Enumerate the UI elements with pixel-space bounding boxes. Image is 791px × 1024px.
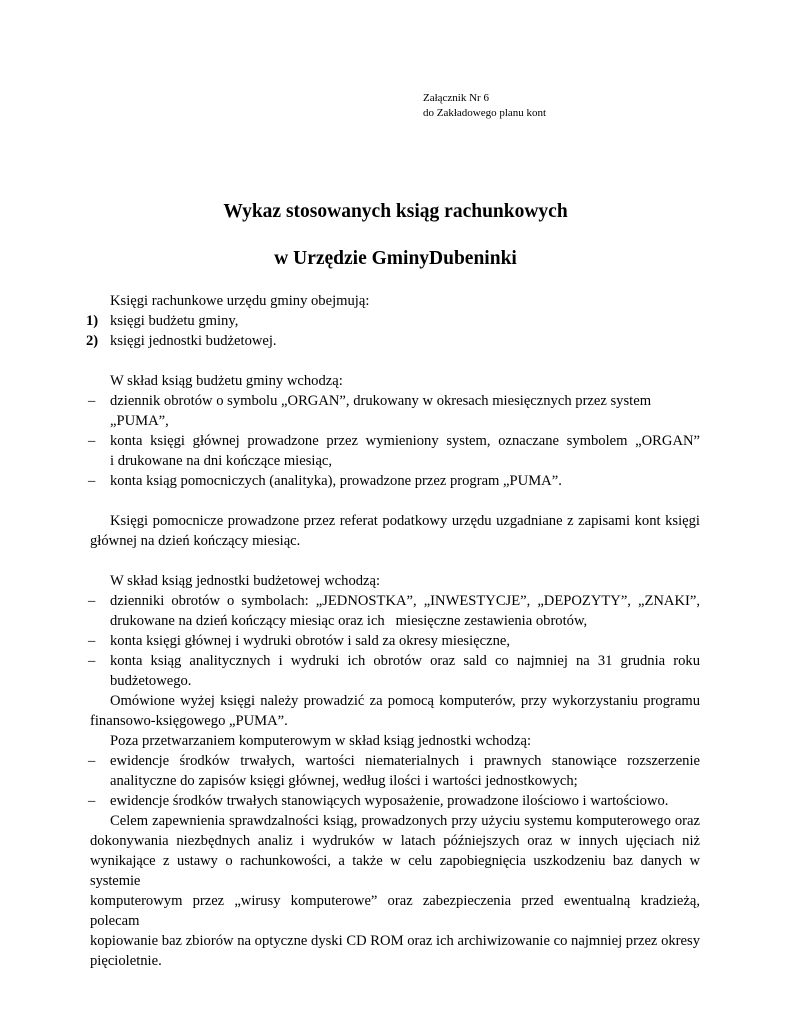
dash-marker: – (88, 793, 96, 809)
unit-list-item (90, 651, 700, 691)
budget-list-item (90, 471, 700, 491)
extra-heading: Poza przetwarzaniem komputerowym w skład ksiąg jednostki wchodzą: (110, 733, 532, 749)
paragraph-line: Celem zapewnienia sprawdzalności ksiąg, prowadzonych przy użyciu systemu komputerowego oraz (110, 813, 700, 829)
budget-heading: W skład ksiąg budżetu gminy wchodzą: (110, 373, 343, 389)
paragraph-line: wynikające z ustawy o rachunkowości, a także w celu zapobiegnięcia uszkodzeniu baz danych w systemie (90, 853, 700, 889)
dash-marker: – (88, 433, 96, 449)
intro-list-item (86, 311, 700, 331)
dash-marker: – (88, 593, 96, 609)
annex-line-2: do Zakładowego planu kont (423, 107, 547, 119)
list-item-text: konta księgi głównej i wydruki obrotów i sald za okresy miesięczne, (110, 633, 511, 649)
list-item-text: ewidencje środków trwałych stanowiących wyposażenie, prowadzone ilościowo i wartościowo. (110, 793, 669, 809)
dash-marker: – (88, 653, 96, 669)
paragraph-line: finansowo-księgowego „PUMA”. (90, 713, 288, 729)
unit-list-item (90, 591, 700, 631)
dash-marker: – (88, 393, 96, 409)
extra-list-item (90, 791, 700, 811)
annex-note (423, 91, 546, 121)
list-item-text-cont: analityczne do zapisów księgi głównej, według ilości i wartości jednostkowych; (110, 773, 578, 789)
list-item-text-cont: drukowane na dzień kończący miesiąc oraz ich miesięczne zestawienia obrotów, (110, 613, 588, 629)
paragraph-line: pięcioletnie. (90, 953, 162, 969)
extra-list-item (90, 751, 700, 791)
list-item-text: dzienniki obrotów o symbolach: „JEDNOSTKA”, „INWESTYCJE”, „DEPOZYTY”, „ZNAKI”, (110, 593, 700, 609)
dash-marker: – (88, 473, 96, 489)
paragraph-line: Omówione wyżej księgi należy prowadzić za pomocą komputerów, przy wykorzystaniu programu (110, 693, 700, 709)
computers-paragraph (90, 691, 700, 731)
list-item-text-cont: i drukowane na dni kończące miesiąc, (110, 453, 333, 469)
dash-marker: – (88, 753, 96, 769)
list-item-text: ewidencje środków trwałych, wartości niematerialnych i prawnych stanowiące rozszerzenie (110, 753, 700, 769)
list-item-text: konta ksiąg analitycznych i wydruki ich obrotów oraz sald co najmniej na 31 grudnia roku (110, 653, 700, 669)
document-title: Wykaz stosowanych ksiąg rachunkowych (223, 201, 568, 222)
list-item-text-cont: budżetowego. (110, 673, 192, 689)
list-item-text: dziennik obrotów o symbolu „ORGAN”, drukowany w okresach miesięcznych przez system „PUMA”, (110, 393, 652, 429)
subsidiary-paragraph (90, 511, 700, 551)
unit-list-item (90, 631, 700, 651)
list-number: 2) (86, 333, 99, 349)
paragraph-line: kopiowanie baz zbiorów na optyczne dyski CD ROM oraz ich archiwizowanie co najmniej przez okresy (90, 933, 700, 949)
paragraph-line: dokonywania niezbędnych analiz i wydruków w latach późniejszych oraz w innych ujęciach niż (90, 833, 700, 849)
dash-marker: – (88, 633, 96, 649)
unit-heading: W skład ksiąg jednostki budżetowej wchodzą: (110, 573, 381, 589)
list-item-text: księgi jednostki budżetowej. (110, 333, 277, 349)
list-item-text: księgi budżetu gminy, (110, 313, 239, 329)
paragraph-line: Księgi pomocnicze prowadzone przez referat podatkowy urzędu uzgadniane z zapisami kont księgi (110, 513, 700, 529)
document-subtitle: w Urzędzie GminyDubeninki (274, 248, 517, 269)
list-item-text: konta ksiąg pomocniczych (analityka), prowadzone przez program „PUMA”. (110, 473, 562, 489)
annex-line-1: Załącznik Nr 6 (423, 92, 489, 104)
document-body (86, 291, 700, 971)
budget-list-item (90, 431, 700, 471)
budget-list-item (90, 391, 700, 431)
paragraph-line: głównej na dzień kończący miesiąc. (90, 533, 301, 549)
list-item-text: konta księgi głównej prowadzone przez wymieniony system, oznaczane symbolem „ORGAN” (110, 433, 700, 449)
intro-paragraph: Księgi rachunkowe urzędu gminy obejmują: (110, 293, 370, 309)
closing-paragraph (90, 811, 700, 971)
intro-list-item (86, 331, 700, 351)
paragraph-line: komputerowym przez „wirusy komputerowe” oraz zabezpieczenia przed ewentualną kradzieżą, polecam (90, 893, 700, 929)
list-number: 1) (86, 313, 99, 329)
